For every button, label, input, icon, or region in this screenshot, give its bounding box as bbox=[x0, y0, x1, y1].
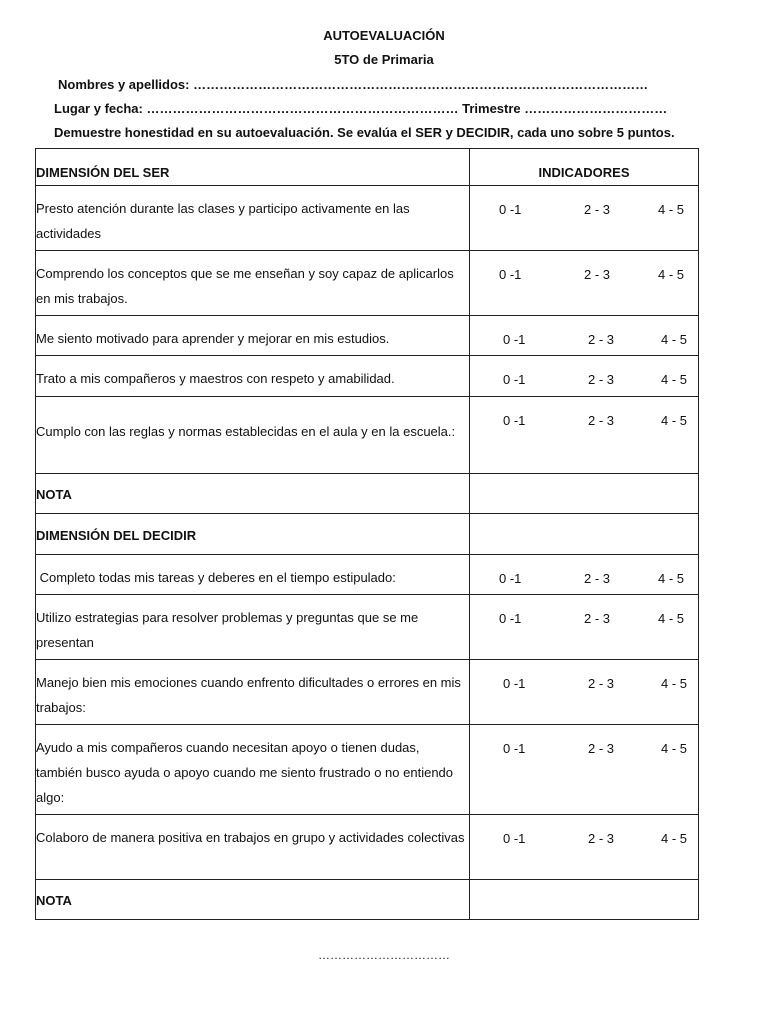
score-cell bbox=[470, 660, 699, 725]
score-4-5[interactable]: 4 - 5 bbox=[658, 267, 685, 282]
table-row bbox=[36, 186, 699, 251]
table-row bbox=[36, 725, 699, 815]
table-row bbox=[36, 356, 699, 397]
score-cell bbox=[470, 316, 699, 356]
item-cell bbox=[36, 356, 470, 397]
empty-cell bbox=[470, 514, 699, 555]
table-row bbox=[36, 595, 699, 660]
score-cell bbox=[470, 555, 699, 595]
score-2-3[interactable]: 2 - 3 bbox=[584, 202, 611, 217]
score-4-5[interactable]: 4 - 5 bbox=[658, 202, 685, 217]
score-cell bbox=[470, 815, 699, 880]
score-0-1[interactable]: 0 -1 bbox=[503, 332, 526, 347]
item-text: Trato a mis compañeros y maestros con respeto y amabilidad. bbox=[36, 371, 395, 386]
score-options bbox=[470, 332, 698, 352]
score-options bbox=[470, 372, 698, 392]
score-cell bbox=[470, 725, 699, 815]
score-2-3[interactable]: 2 - 3 bbox=[588, 741, 615, 756]
term-label: Trimestre bbox=[462, 101, 521, 116]
decidir-header-cell bbox=[36, 514, 470, 555]
score-options bbox=[470, 571, 698, 591]
ser-header-cell bbox=[36, 149, 470, 186]
item-cell bbox=[36, 660, 470, 725]
table-row bbox=[36, 815, 699, 880]
nota-value-cell[interactable] bbox=[470, 474, 699, 514]
item-cell bbox=[36, 815, 470, 880]
score-0-1[interactable]: 0 -1 bbox=[499, 267, 522, 282]
score-0-1[interactable]: 0 -1 bbox=[503, 413, 526, 428]
decidir-header: DIMENSIÓN DEL DECIDIR bbox=[36, 528, 197, 543]
item-text: Comprendo los conceptos que se me enseñan y soy capaz de aplicarlos en mis trabajos. bbox=[36, 266, 454, 306]
item-cell bbox=[36, 595, 470, 660]
item-cell bbox=[36, 397, 470, 474]
score-2-3[interactable]: 2 - 3 bbox=[584, 611, 611, 626]
indicators-header-cell bbox=[470, 149, 699, 186]
decidir-nota-row bbox=[36, 880, 699, 920]
score-0-1[interactable]: 0 -1 bbox=[503, 676, 526, 691]
item-text: Me siento motivado para aprender y mejorar en mis estudios. bbox=[36, 331, 390, 346]
score-options bbox=[470, 611, 698, 631]
score-options bbox=[470, 413, 698, 433]
table-row bbox=[36, 555, 699, 595]
score-2-3[interactable]: 2 - 3 bbox=[584, 267, 611, 282]
nota-value-cell[interactable] bbox=[470, 880, 699, 920]
score-options bbox=[470, 676, 698, 696]
name-label: Nombres y apellidos: bbox=[58, 77, 190, 92]
score-4-5[interactable]: 4 - 5 bbox=[661, 741, 688, 756]
table-row bbox=[36, 660, 699, 725]
item-cell bbox=[36, 725, 470, 815]
decidir-header-row bbox=[36, 514, 699, 555]
item-cell bbox=[36, 555, 470, 595]
item-text: Utilizo estrategias para resolver problemas y preguntas que se me presentan bbox=[36, 610, 419, 650]
score-cell bbox=[470, 356, 699, 397]
score-4-5[interactable]: 4 - 5 bbox=[658, 571, 685, 586]
score-cell bbox=[470, 251, 699, 316]
item-text: Manejo bien mis emociones cuando enfrento dificultades o errores en mis trabajos: bbox=[36, 675, 461, 715]
nota-label: NOTA bbox=[36, 487, 72, 502]
score-4-5[interactable]: 4 - 5 bbox=[661, 413, 688, 428]
score-options bbox=[470, 741, 698, 761]
place-date-line bbox=[54, 101, 667, 116]
ser-header: DIMENSIÓN DEL SER bbox=[36, 165, 170, 180]
score-2-3[interactable]: 2 - 3 bbox=[588, 676, 615, 691]
nota-cell bbox=[36, 880, 470, 920]
score-0-1[interactable]: 0 -1 bbox=[503, 372, 526, 387]
score-options bbox=[470, 267, 698, 287]
score-4-5[interactable]: 4 - 5 bbox=[658, 611, 685, 626]
table-header-row bbox=[36, 149, 699, 186]
score-cell bbox=[470, 397, 699, 474]
item-cell bbox=[36, 316, 470, 356]
score-2-3[interactable]: 2 - 3 bbox=[588, 413, 615, 428]
item-text: Ayudo a mis compañeros cuando necesitan apoyo o tienen dudas, también busco ayuda o apoyo cuando me siento frustrado o no entiendo algo: bbox=[36, 740, 454, 805]
score-cell bbox=[470, 595, 699, 660]
nota-cell bbox=[36, 474, 470, 514]
grade-subtitle: 5TO de Primaria bbox=[334, 52, 434, 67]
evaluation-table bbox=[35, 148, 699, 920]
name-dots: …………………………………………………………………………………………… bbox=[193, 77, 649, 92]
term-dots: …………………………… bbox=[524, 101, 668, 116]
page-title: AUTOEVALUACIÓN bbox=[323, 28, 445, 43]
score-0-1[interactable]: 0 -1 bbox=[499, 611, 522, 626]
place-date-label: Lugar y fecha: bbox=[54, 101, 143, 116]
item-text: Colaboro de manera positiva en trabajos en grupo y actividades colectivas bbox=[36, 830, 465, 845]
ser-nota-row bbox=[36, 474, 699, 514]
nota-label: NOTA bbox=[36, 893, 72, 908]
score-4-5[interactable]: 4 - 5 bbox=[661, 332, 688, 347]
instructions: Demuestre honestidad en su autoevaluación. Se evalúa el SER y DECIDIR, cada uno sobre 5 puntos. bbox=[54, 125, 675, 140]
score-options bbox=[470, 831, 698, 851]
item-text: Presto atención durante las clases y participo activamente en las actividades bbox=[36, 201, 410, 241]
signature-line: …………………………… bbox=[318, 948, 450, 962]
table-row bbox=[36, 316, 699, 356]
score-0-1[interactable]: 0 -1 bbox=[499, 571, 522, 586]
score-2-3[interactable]: 2 - 3 bbox=[584, 571, 611, 586]
score-options bbox=[470, 202, 698, 222]
score-0-1[interactable]: 0 -1 bbox=[499, 202, 522, 217]
table-row bbox=[36, 397, 699, 474]
score-2-3[interactable]: 2 - 3 bbox=[588, 332, 615, 347]
place-date-dots: ……………………………………………………………… bbox=[146, 101, 459, 116]
table-row bbox=[36, 251, 699, 316]
score-2-3[interactable]: 2 - 3 bbox=[588, 372, 615, 387]
score-0-1[interactable]: 0 -1 bbox=[503, 741, 526, 756]
score-0-1[interactable]: 0 -1 bbox=[503, 831, 526, 846]
score-4-5[interactable]: 4 - 5 bbox=[661, 372, 688, 387]
score-4-5[interactable]: 4 - 5 bbox=[661, 676, 688, 691]
score-2-3[interactable]: 2 - 3 bbox=[588, 831, 615, 846]
item-text: Cumplo con las reglas y normas establecidas en el aula y en la escuela.: bbox=[36, 424, 456, 439]
indicators-header: INDICADORES bbox=[538, 165, 630, 180]
item-cell bbox=[36, 251, 470, 316]
score-cell bbox=[470, 186, 699, 251]
item-cell bbox=[36, 186, 470, 251]
item-text: Completo todas mis tareas y deberes en el tiempo estipulado: bbox=[36, 570, 396, 585]
name-line bbox=[58, 77, 648, 92]
score-4-5[interactable]: 4 - 5 bbox=[661, 831, 688, 846]
